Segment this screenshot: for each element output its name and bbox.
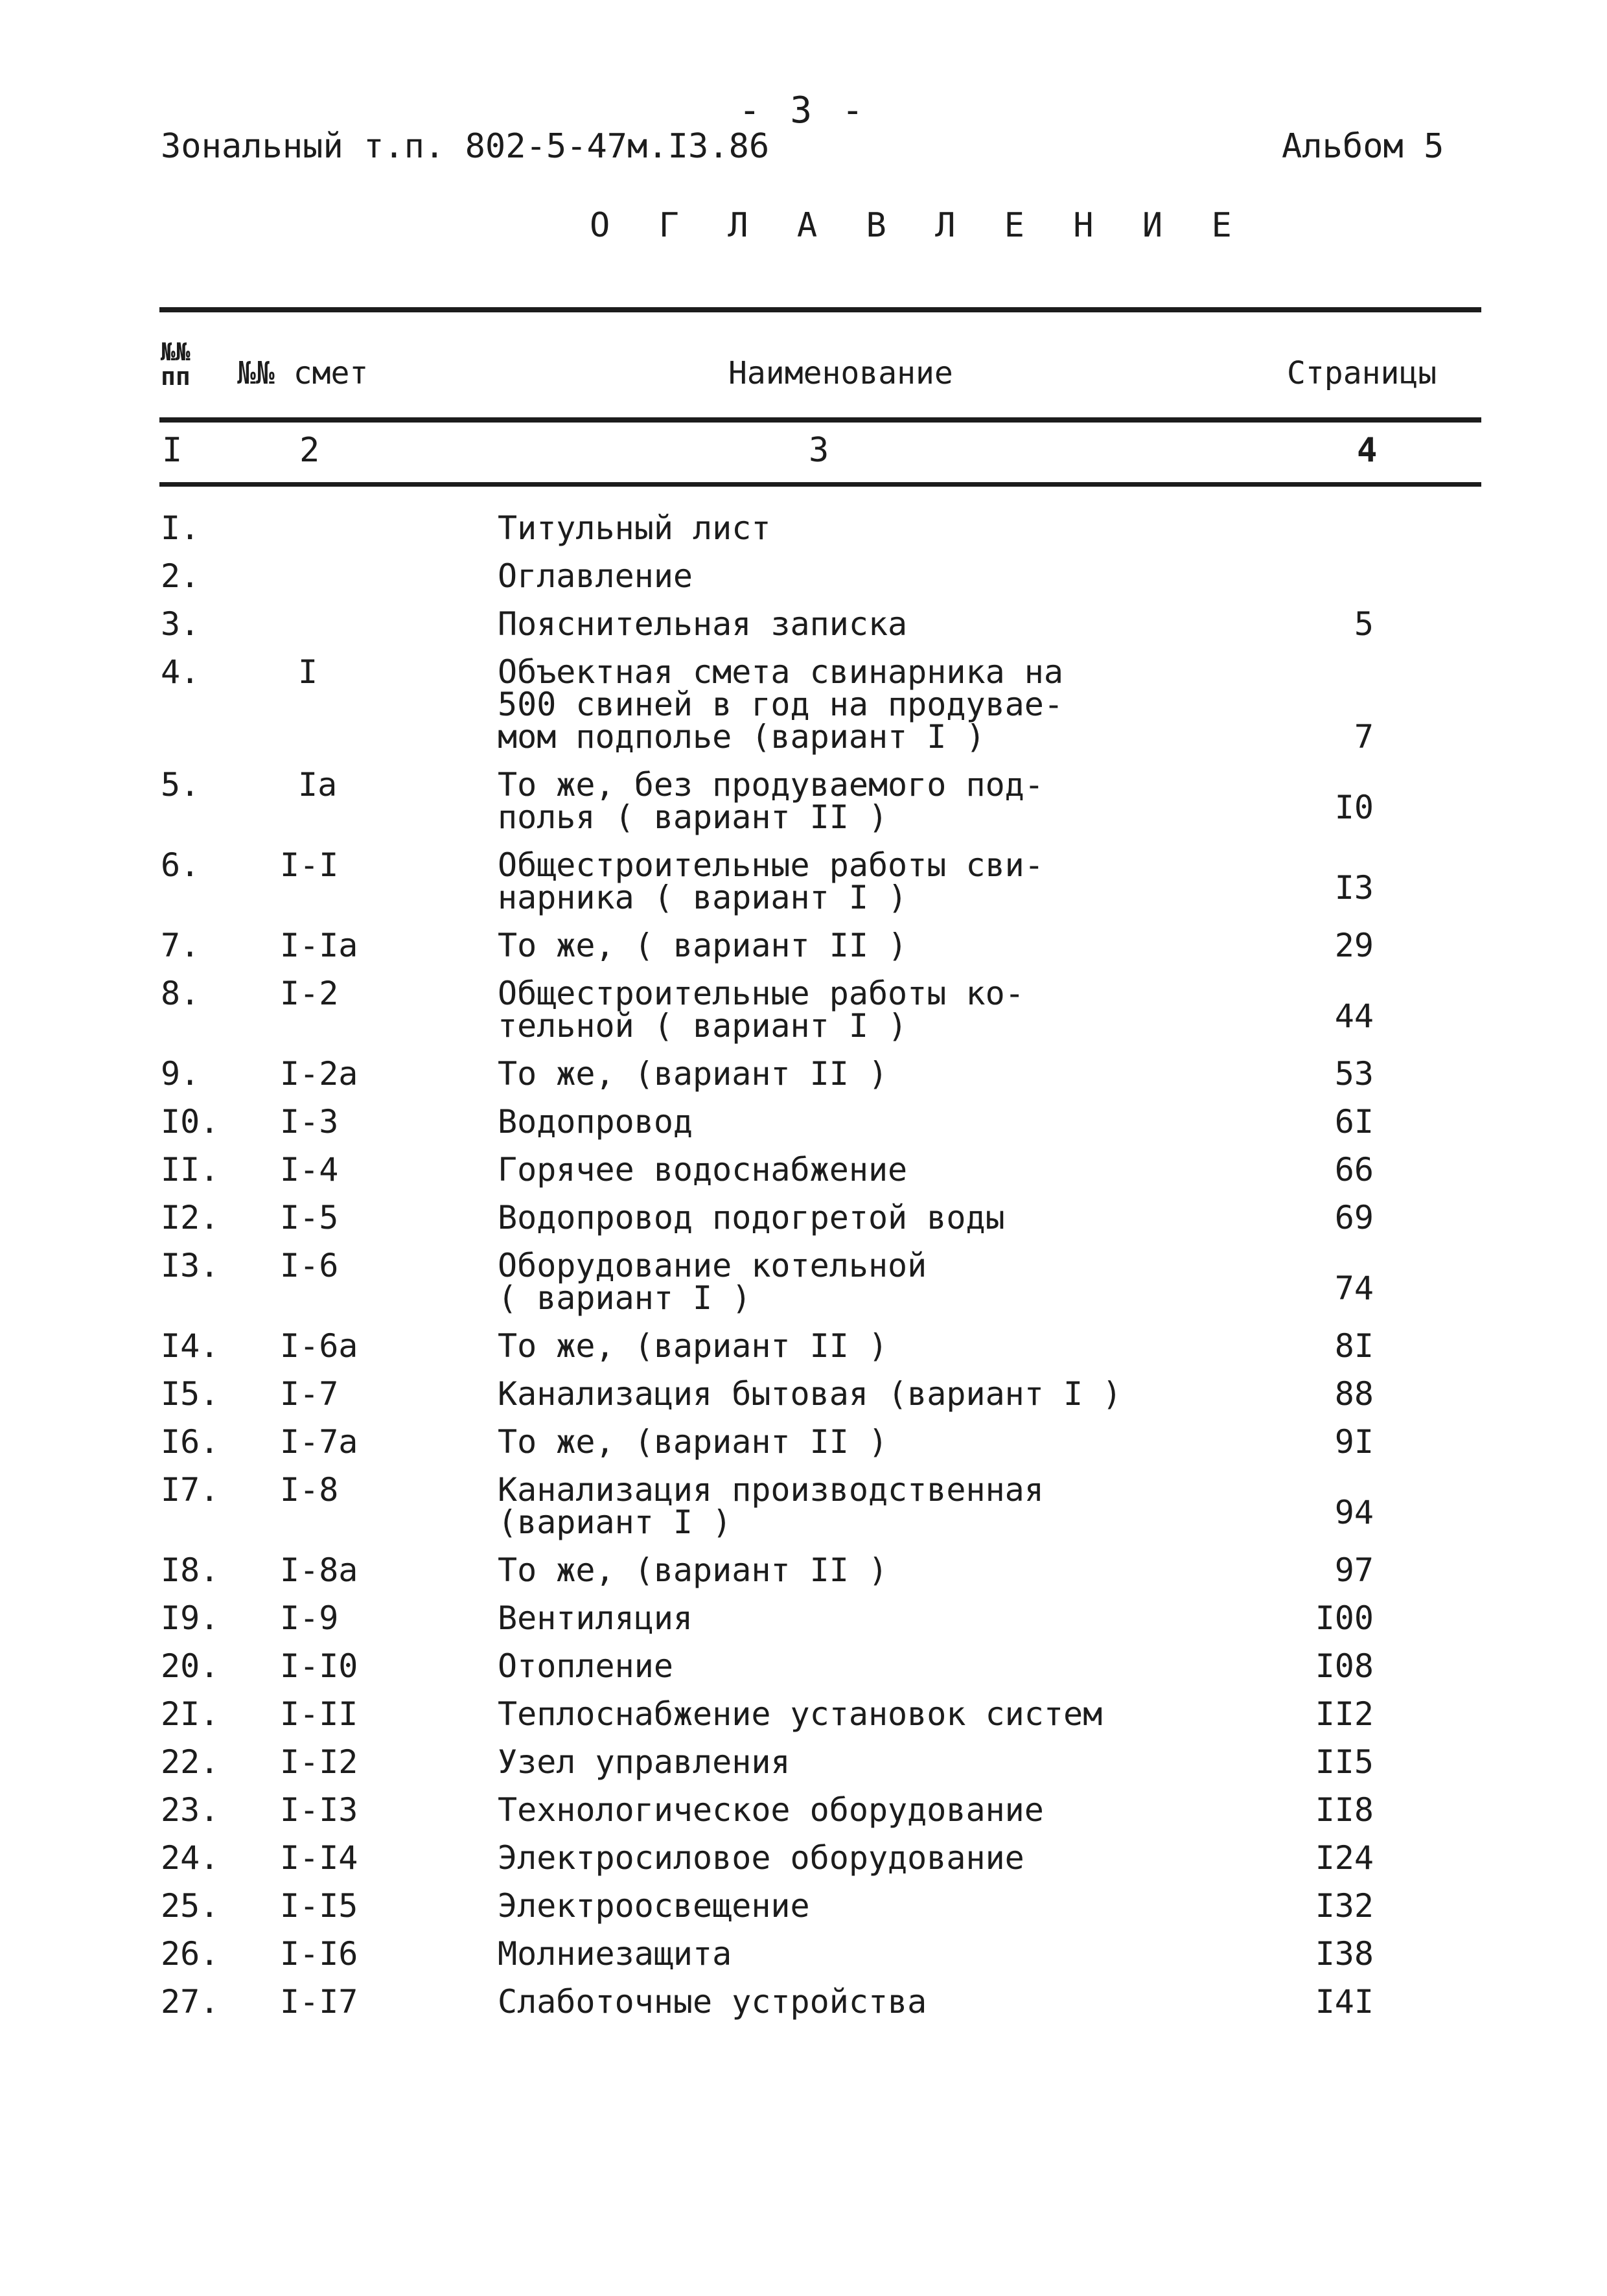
row-number: 2. bbox=[161, 557, 200, 595]
row-estimate-number: I-I7 bbox=[280, 1983, 358, 2021]
header-name: Наименование bbox=[728, 355, 953, 391]
table-rule-top bbox=[159, 307, 1481, 312]
row-page: I08 bbox=[1315, 1647, 1374, 1685]
row-estimate-number: I-I5 bbox=[280, 1887, 358, 1925]
row-estimate-number: I-5 bbox=[280, 1199, 339, 1236]
row-number: I7. bbox=[161, 1471, 220, 1509]
row-page: 6I bbox=[1334, 1103, 1374, 1141]
header-estimate: №№ смет bbox=[237, 355, 369, 391]
album-label: Альбом 5 bbox=[1282, 127, 1444, 166]
row-number: I6. bbox=[161, 1423, 220, 1461]
row-number: 23. bbox=[161, 1791, 220, 1829]
row-estimate-number: I-6 bbox=[280, 1247, 339, 1284]
row-number: 2I. bbox=[161, 1695, 220, 1733]
row-number: I0. bbox=[161, 1103, 220, 1141]
row-name: Электросиловое оборудование bbox=[498, 1839, 1024, 1877]
row-page: 53 bbox=[1334, 1055, 1374, 1093]
row-name: То же, (вариант II ) bbox=[498, 1551, 888, 1589]
row-estimate-number: I-4 bbox=[280, 1151, 339, 1189]
row-name: Общестроительные работы ко- тельной ( вариант I ) bbox=[498, 975, 1024, 1045]
column-number-3: 3 bbox=[809, 431, 829, 470]
row-page: 44 bbox=[1334, 997, 1374, 1035]
row-estimate-number: I-6а bbox=[280, 1327, 358, 1365]
row-page: 94 bbox=[1334, 1494, 1374, 1531]
row-name: То же, (вариант II ) bbox=[498, 1055, 888, 1093]
header-num: №№ пп bbox=[161, 338, 191, 391]
row-page: 74 bbox=[1334, 1270, 1374, 1307]
row-name: Канализация бытовая (вариант I ) bbox=[498, 1375, 1122, 1413]
column-number-1: I bbox=[162, 431, 183, 470]
row-estimate-number: I-2а bbox=[280, 1055, 358, 1093]
row-number: 3. bbox=[161, 605, 200, 643]
row-page: 69 bbox=[1334, 1199, 1374, 1236]
row-page: II2 bbox=[1315, 1695, 1374, 1733]
row-name: Горячее водоснабжение bbox=[498, 1151, 908, 1189]
row-estimate-number: I-I0 bbox=[280, 1647, 358, 1685]
row-page: 29 bbox=[1334, 927, 1374, 964]
row-estimate-number: I-I3 bbox=[280, 1791, 358, 1829]
row-name: Общестроительные работы сви- нарника ( вариант I ) bbox=[498, 846, 1044, 916]
row-page: 5 bbox=[1354, 605, 1374, 643]
row-name: Электроосвещение bbox=[498, 1887, 810, 1925]
row-estimate-number: I-8а bbox=[280, 1551, 358, 1589]
page-number: - 3 - bbox=[739, 89, 868, 132]
row-number: 26. bbox=[161, 1935, 220, 1973]
row-name: То же, без продуваемого под- полья ( вариант II ) bbox=[498, 766, 1044, 836]
row-page: II5 bbox=[1315, 1743, 1374, 1781]
row-number: 9. bbox=[161, 1055, 200, 1093]
row-estimate-number: I-Iа bbox=[280, 927, 358, 964]
column-number-2: 2 bbox=[299, 431, 320, 470]
row-number: 8. bbox=[161, 975, 200, 1012]
document-code: Зональный т.п. 802-5-47м.I3.86 bbox=[161, 127, 770, 166]
row-estimate-number: I-8 bbox=[280, 1471, 339, 1509]
toc-title: О Г Л А В Л Е Н И Е bbox=[590, 206, 1246, 245]
row-name: То же, (вариант II ) bbox=[498, 1327, 888, 1365]
row-number: 7. bbox=[161, 927, 200, 964]
row-number: 22. bbox=[161, 1743, 220, 1781]
row-page: I38 bbox=[1315, 1935, 1374, 1973]
row-number: I5. bbox=[161, 1375, 220, 1413]
row-estimate-number: Iа bbox=[298, 766, 338, 804]
row-name: Титульный лист bbox=[498, 509, 771, 547]
row-estimate-number: I-2 bbox=[280, 975, 339, 1012]
row-number: 25. bbox=[161, 1887, 220, 1925]
row-number: I2. bbox=[161, 1199, 220, 1236]
row-page: II8 bbox=[1315, 1791, 1374, 1829]
row-name: Вентиляция bbox=[498, 1599, 693, 1637]
row-estimate-number: I-II bbox=[280, 1695, 358, 1733]
row-number: I4. bbox=[161, 1327, 220, 1365]
row-name: То же, (вариант II ) bbox=[498, 1423, 888, 1461]
row-page: 9I bbox=[1334, 1423, 1374, 1461]
row-number: 20. bbox=[161, 1647, 220, 1685]
row-name: Водопровод подогретой воды bbox=[498, 1199, 1005, 1236]
row-name: Канализация производственная (вариант I ) bbox=[498, 1471, 1044, 1541]
row-number: I8. bbox=[161, 1551, 220, 1589]
row-estimate-number: I-I6 bbox=[280, 1935, 358, 1973]
row-name: Пояснительная записка bbox=[498, 605, 908, 643]
row-number: 5. bbox=[161, 766, 200, 804]
row-page: I3 bbox=[1334, 869, 1374, 907]
row-name: Молниезащита bbox=[498, 1935, 732, 1973]
row-name: То же, ( вариант II ) bbox=[498, 927, 908, 964]
row-page: 66 bbox=[1334, 1151, 1374, 1189]
row-estimate-number: I-7а bbox=[280, 1423, 358, 1461]
row-page: I24 bbox=[1315, 1839, 1374, 1877]
row-name: Технологическое оборудование bbox=[498, 1791, 1044, 1829]
row-name: Узел управления bbox=[498, 1743, 791, 1781]
row-number: I9. bbox=[161, 1599, 220, 1637]
row-name: Объектная смета свинарника на 500 свиней в год на продувае- мом подполье (вариант I ) bbox=[498, 653, 1063, 756]
row-page: I4I bbox=[1315, 1983, 1374, 2021]
column-number-4: 4 bbox=[1357, 431, 1378, 470]
table-rule-bottom bbox=[159, 482, 1481, 487]
row-name: Оглавление bbox=[498, 557, 693, 595]
row-name: Оборудование котельной ( вариант I ) bbox=[498, 1247, 927, 1317]
row-estimate-number: I-7 bbox=[280, 1375, 339, 1413]
row-number: I. bbox=[161, 509, 200, 547]
table-rule-middle bbox=[159, 417, 1481, 423]
row-number: 4. bbox=[161, 653, 200, 691]
row-name: Слаботочные устройства bbox=[498, 1983, 927, 2021]
row-estimate-number: I-I4 bbox=[280, 1839, 358, 1877]
row-estimate-number: I-I2 bbox=[280, 1743, 358, 1781]
row-page: I00 bbox=[1315, 1599, 1374, 1637]
row-page: 7 bbox=[1354, 718, 1374, 756]
row-number: 6. bbox=[161, 846, 200, 884]
row-number: II. bbox=[161, 1151, 220, 1189]
row-page: 8I bbox=[1334, 1327, 1374, 1365]
row-page: 97 bbox=[1334, 1551, 1374, 1589]
row-page: I0 bbox=[1334, 789, 1374, 826]
row-page: I32 bbox=[1315, 1887, 1374, 1925]
row-number: I3. bbox=[161, 1247, 220, 1284]
row-number: 27. bbox=[161, 1983, 220, 2021]
row-estimate-number: I-I bbox=[280, 846, 339, 884]
row-estimate-number: I bbox=[298, 653, 318, 691]
row-name: Теплоснабжение установок систем bbox=[498, 1695, 1103, 1733]
header-pages: Страницы bbox=[1287, 355, 1437, 391]
row-estimate-number: I-3 bbox=[280, 1103, 339, 1141]
row-name: Отопление bbox=[498, 1647, 673, 1685]
row-number: 24. bbox=[161, 1839, 220, 1877]
row-estimate-number: I-9 bbox=[280, 1599, 339, 1637]
row-name: Водопровод bbox=[498, 1103, 693, 1141]
row-page: 88 bbox=[1334, 1375, 1374, 1413]
